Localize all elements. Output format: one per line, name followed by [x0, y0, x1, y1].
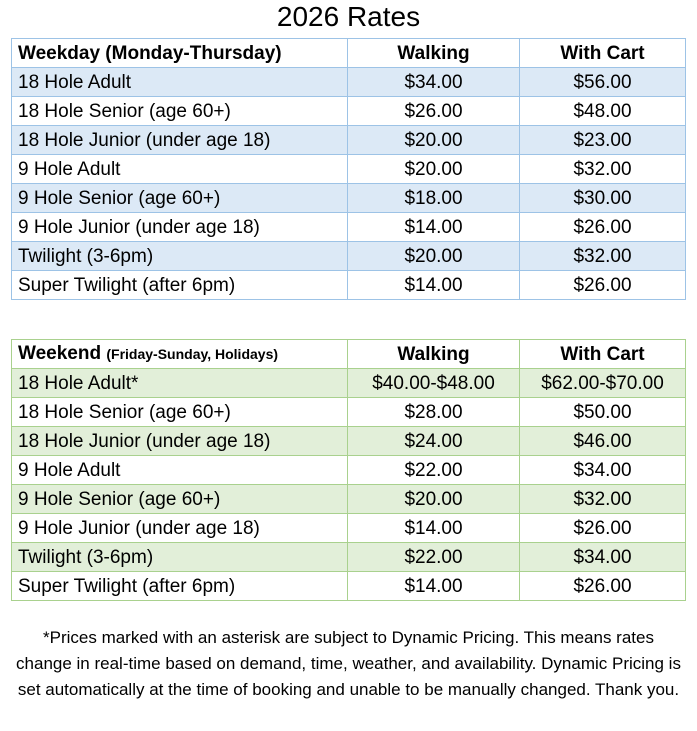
weekend-col-cart: With Cart [520, 340, 686, 369]
table-row [12, 213, 686, 242]
cart-price: $32.00 [520, 485, 686, 514]
rate-label: Twilight (3-6pm) [12, 543, 348, 572]
rate-label: 18 Hole Junior (under age 18) [12, 126, 348, 155]
table-row [12, 485, 686, 514]
weekday-header-row [12, 39, 686, 68]
table-row [12, 155, 686, 184]
walking-price: $18.00 [348, 184, 520, 213]
rate-label: 18 Hole Junior (under age 18) [12, 427, 348, 456]
cart-price: $34.00 [520, 456, 686, 485]
rate-label: 9 Hole Junior (under age 18) [12, 514, 348, 543]
rate-label: 9 Hole Adult [12, 155, 348, 184]
table-row [12, 369, 686, 398]
rate-label: Twilight (3-6pm) [12, 242, 348, 271]
cart-price: $32.00 [520, 155, 686, 184]
walking-price: $20.00 [348, 155, 520, 184]
table-row [12, 543, 686, 572]
rate-label: 9 Hole Senior (age 60+) [12, 485, 348, 514]
walking-price: $20.00 [348, 126, 520, 155]
weekend-header-main: Weekend [18, 343, 102, 364]
cart-price: $56.00 [520, 68, 686, 97]
table-row [12, 398, 686, 427]
table-row [12, 97, 686, 126]
rate-label: 9 Hole Adult [12, 456, 348, 485]
walking-price: $28.00 [348, 398, 520, 427]
table-row [12, 456, 686, 485]
weekday-rates-table [11, 38, 686, 300]
cart-price: $46.00 [520, 427, 686, 456]
walking-price: $22.00 [348, 543, 520, 572]
cart-price: $26.00 [520, 514, 686, 543]
walking-price: $20.00 [348, 242, 520, 271]
table-row [12, 126, 686, 155]
weekend-rows [12, 369, 686, 601]
table-row [12, 271, 686, 300]
walking-price: $34.00 [348, 68, 520, 97]
walking-price: $14.00 [348, 572, 520, 601]
cart-price: $30.00 [520, 184, 686, 213]
cart-price: $50.00 [520, 398, 686, 427]
table-row [12, 514, 686, 543]
walking-price: $26.00 [348, 97, 520, 126]
weekday-header-label [12, 39, 348, 68]
table-row [12, 184, 686, 213]
weekend-header-sub: (Friday-Sunday, Holidays) [106, 346, 279, 362]
rate-label: 9 Hole Junior (under age 18) [12, 213, 348, 242]
weekend-col-walking: Walking [348, 340, 520, 369]
table-row [12, 572, 686, 601]
cart-price: $26.00 [520, 572, 686, 601]
rate-label: Super Twilight (after 6pm) [12, 572, 348, 601]
rate-label: 18 Hole Senior (age 60+) [12, 97, 348, 126]
walking-price: $20.00 [348, 485, 520, 514]
cart-price: $23.00 [520, 126, 686, 155]
dynamic-pricing-footnote: *Prices marked with an asterisk are subject to Dynamic Pricing. This means rates change in real-time based on demand, time, weather, and availability. Dynamic Pricing is set automatically at the time of booking and unable to be manually changed. Thank you. [16, 628, 681, 699]
weekday-col-walking: Walking [348, 39, 520, 68]
page-title: 2026 Rates [276, 1, 421, 32]
walking-price: $40.00-$48.00 [348, 369, 520, 398]
cart-price: $26.00 [520, 213, 686, 242]
weekend-rates-table [11, 339, 686, 601]
cart-price: $62.00-$70.00 [520, 369, 686, 398]
cart-price: $26.00 [520, 271, 686, 300]
weekday-header-main: Weekday (Monday-Thursday) [18, 42, 282, 64]
walking-price: $24.00 [348, 427, 520, 456]
cart-price: $34.00 [520, 543, 686, 572]
rate-label: 18 Hole Adult* [12, 369, 348, 398]
weekday-col-cart: With Cart [520, 39, 686, 68]
table-row [12, 242, 686, 271]
walking-price: $22.00 [348, 456, 520, 485]
weekend-header-row [12, 340, 686, 369]
weekend-header-label [12, 340, 348, 369]
table-row [12, 68, 686, 97]
rate-label: 18 Hole Senior (age 60+) [12, 398, 348, 427]
rate-label: Super Twilight (after 6pm) [12, 271, 348, 300]
rate-label: 9 Hole Senior (age 60+) [12, 184, 348, 213]
walking-price: $14.00 [348, 213, 520, 242]
table-row [12, 427, 686, 456]
rate-label: 18 Hole Adult [12, 68, 348, 97]
cart-price: $48.00 [520, 97, 686, 126]
weekday-rows [12, 68, 686, 300]
walking-price: $14.00 [348, 514, 520, 543]
cart-price: $32.00 [520, 242, 686, 271]
walking-price: $14.00 [348, 271, 520, 300]
